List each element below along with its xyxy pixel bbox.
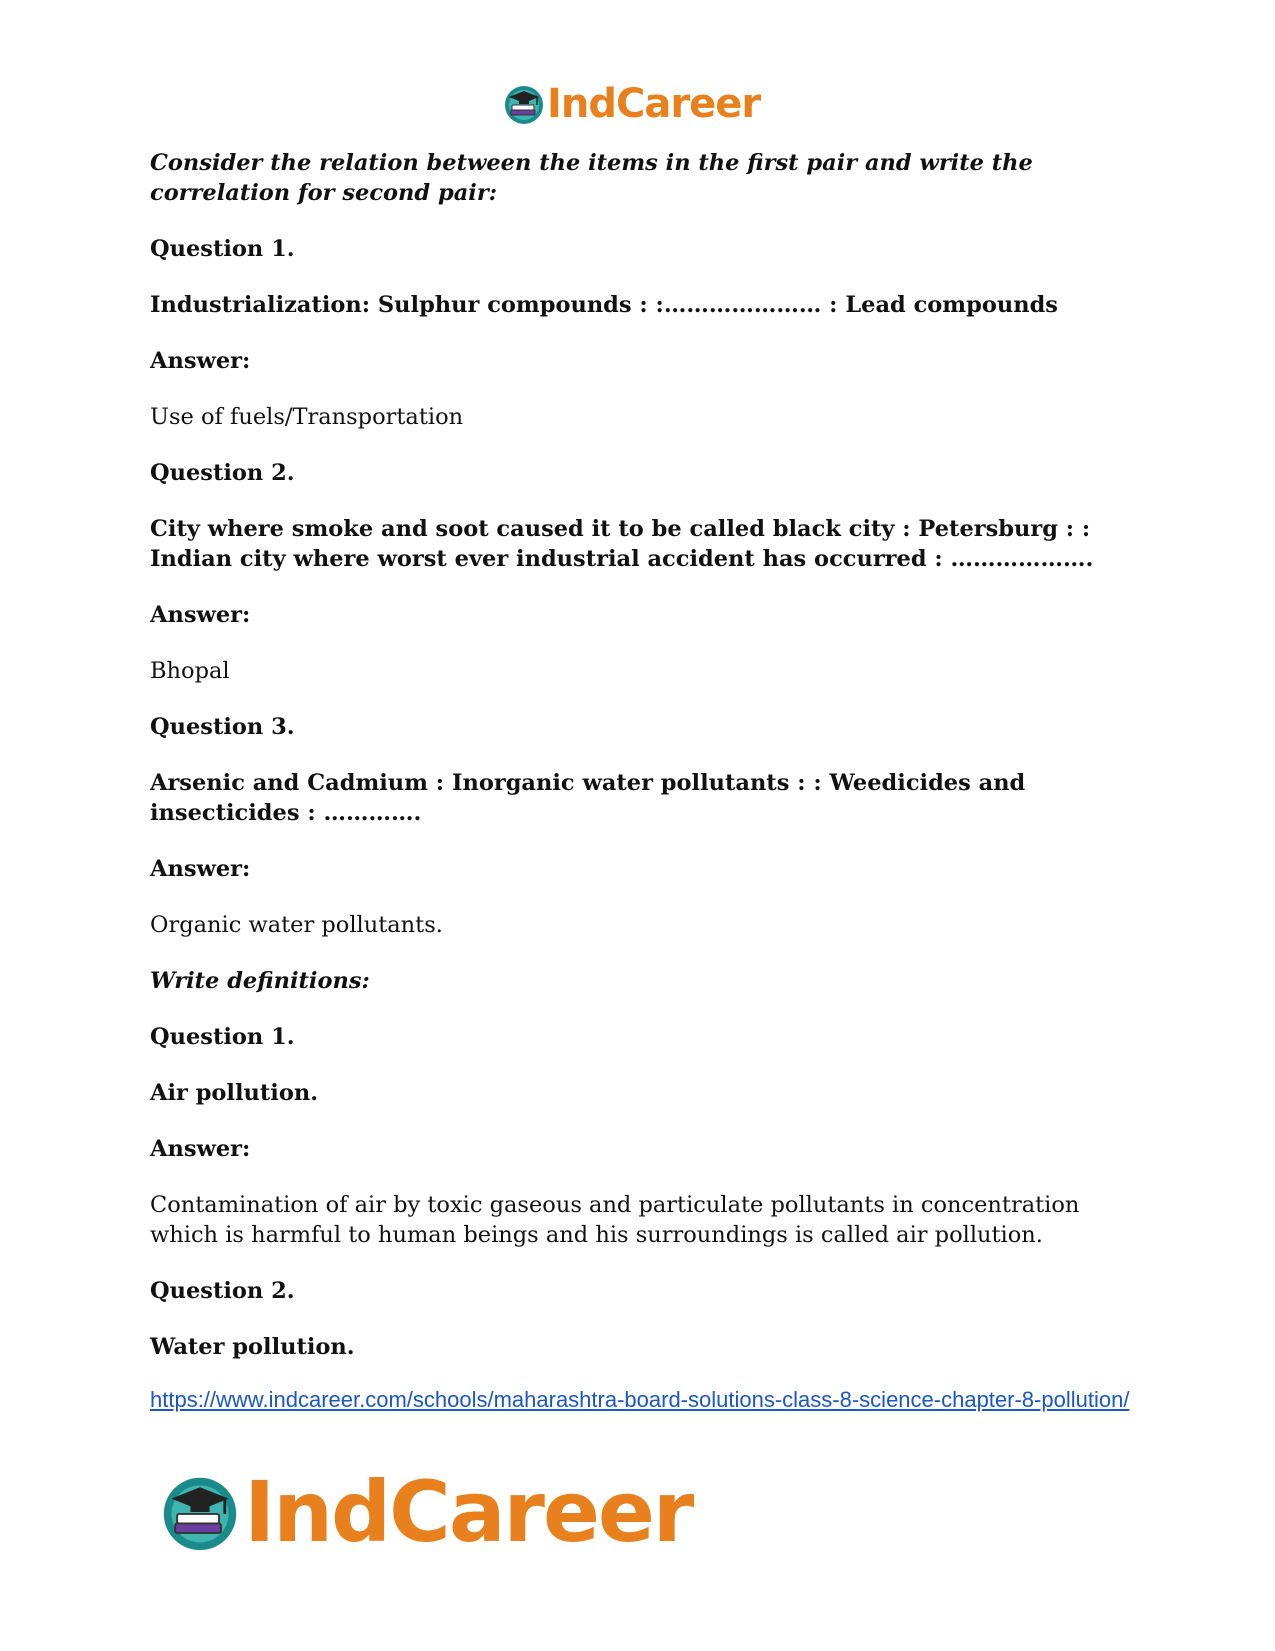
logo-text: IndCareer: [244, 1463, 693, 1561]
answer-text: Contamination of air by toxic gaseous and particulate pollutants in concentration which is harmful to human beings and his surroundings is called air pollution.: [150, 1192, 1080, 1248]
question-label: Question 2.: [150, 460, 295, 486]
answer-label: Answer:: [150, 348, 251, 374]
main-content: [150, 148, 1130, 1388]
answer-label: Answer:: [150, 602, 251, 628]
graduation-cap-books-icon: [503, 83, 545, 125]
logo-text: IndCareer: [547, 81, 761, 127]
graduation-cap-books-icon: [160, 1472, 240, 1552]
definitions-heading: Write definitions:: [150, 968, 370, 994]
source-link[interactable]: https://www.indcareer.com/schools/maharashtra-board-solutions-class-8-science-chapter-8-pollution/: [150, 1387, 1130, 1412]
footer-logo: [160, 1463, 693, 1561]
question-prompt: Industrialization: Sulphur compounds : :………………… : Lead compounds: [150, 292, 1058, 318]
question-label: Question 3.: [150, 714, 295, 740]
question-prompt: Arsenic and Cadmium : Inorganic water pollutants : : Weedicides and insecticides : ………….: [150, 770, 1026, 826]
answer-text: Bhopal: [150, 658, 230, 684]
question-label: Question 1.: [150, 236, 295, 262]
question-prompt: City where smoke and soot caused it to be called black city : Petersburg : : Indian city where worst ever industrial accident has occurred : ……………….: [150, 516, 1094, 572]
answer-text: Organic water pollutants.: [150, 912, 443, 938]
answer-label: Answer:: [150, 1136, 251, 1162]
definition-term: Air pollution.: [150, 1080, 319, 1106]
intro-heading: Consider the relation between the items in the first pair and write the correlation for second pair:: [150, 150, 1033, 206]
answer-label: Answer:: [150, 856, 251, 882]
header-logo: [503, 80, 760, 128]
answer-text: Use of fuels/Transportation: [150, 404, 464, 430]
question-label: Question 1.: [150, 1024, 295, 1050]
definition-term: Water pollution.: [150, 1334, 355, 1360]
question-label: Question 2.: [150, 1278, 295, 1304]
